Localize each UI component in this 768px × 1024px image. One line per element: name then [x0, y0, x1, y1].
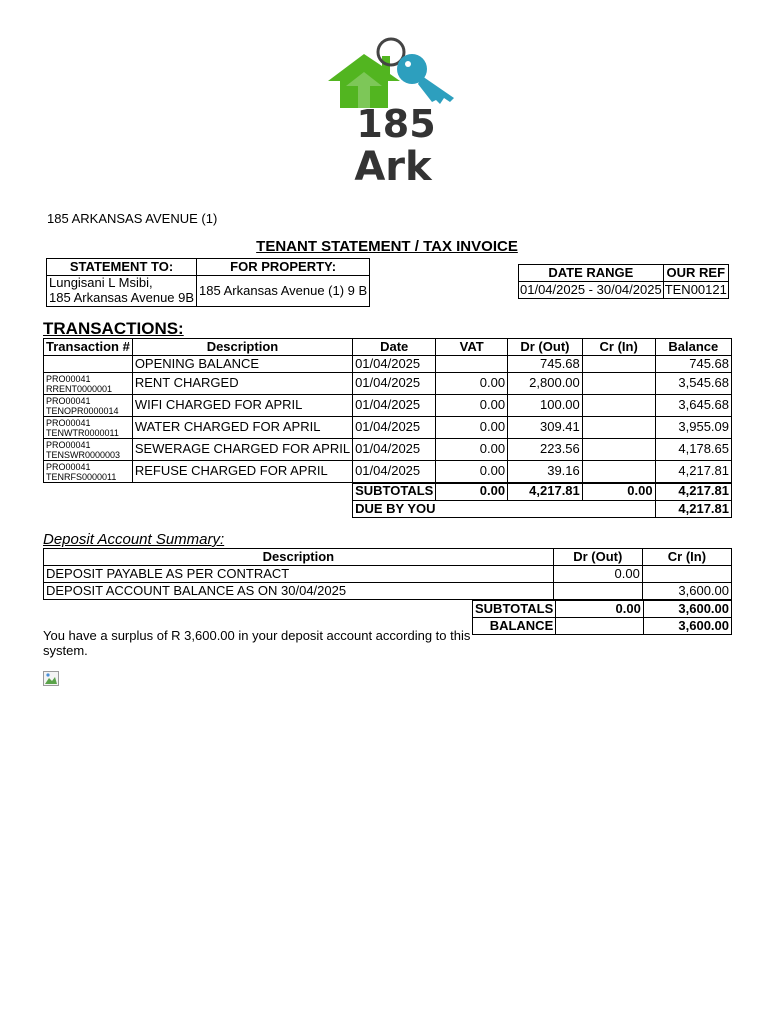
deposit-row: [44, 566, 732, 583]
transaction-date: 01/04/2025: [353, 395, 436, 417]
col-header-balance: Balance: [655, 339, 731, 356]
statement-to-table: [46, 258, 370, 307]
transaction-cr: [582, 439, 655, 461]
transaction-ref-code: PRO00041: [46, 395, 91, 406]
transaction-description: WATER CHARGED FOR APRIL: [132, 417, 352, 439]
table-row: [44, 439, 732, 461]
transaction-dr: 309.41: [508, 417, 583, 439]
transaction-dr: 2,800.00: [508, 373, 583, 395]
transaction-cr: [582, 395, 655, 417]
deposit-col-description: Description: [44, 549, 554, 566]
transaction-vat: 0.00: [436, 417, 508, 439]
transaction-balance: 3,955.09: [655, 417, 731, 439]
transaction-cr: [582, 461, 655, 483]
col-header-dr: Dr (Out): [508, 339, 583, 356]
deposit-balance-label: BALANCE: [473, 618, 556, 635]
due-by-you-label: DUE BY YOU: [353, 501, 656, 518]
deposit-row-description: DEPOSIT ACCOUNT BALANCE AS ON 30/04/2025: [44, 583, 554, 600]
col-header-date: Date: [353, 339, 436, 356]
tenant-name: Lungisani L Msibi,: [49, 275, 153, 291]
transaction-balance: 3,645.68: [655, 395, 731, 417]
subtotals-label: SUBTOTALS: [353, 483, 436, 501]
transaction-ref: [44, 461, 133, 483]
deposit-row-dr: [553, 583, 642, 600]
deposit-summary-title: Deposit Account Summary:: [43, 531, 225, 548]
subtotals-balance: 4,217.81: [655, 483, 731, 501]
transaction-description: OPENING BALANCE: [132, 356, 352, 373]
logo-text-number: 185: [356, 102, 436, 146]
deposit-balance-cr: 3,600.00: [643, 618, 731, 635]
subtotals-cr: 0.00: [582, 483, 655, 501]
deposit-row-cr: 3,600.00: [642, 583, 731, 600]
transaction-dr: 745.68: [508, 356, 583, 373]
transaction-ref-code: PRO00041: [46, 373, 91, 384]
tenant-address: 185 Arkansas Avenue 9B: [49, 290, 195, 305]
transaction-balance: 745.68: [655, 356, 731, 373]
for-property-value: 185 Arkansas Avenue (1) 9 B: [197, 276, 370, 307]
transaction-ref-number: TENSWR0000003: [46, 449, 121, 460]
transaction-ref: [44, 395, 133, 417]
deposit-totals-table: [472, 600, 732, 635]
document-title: TENANT STATEMENT / TAX INVOICE: [256, 238, 518, 255]
transaction-dr: 100.00: [508, 395, 583, 417]
transaction-vat: 0.00: [436, 395, 508, 417]
logo-text-name: Ark: [354, 144, 432, 190]
deposit-row-dr: 0.00: [553, 566, 642, 583]
transaction-balance: 3,545.68: [655, 373, 731, 395]
deposit-col-dr: Dr (Out): [553, 549, 642, 566]
transaction-ref-number: TENOPR0000014: [46, 405, 119, 416]
subtotals-vat: 0.00: [436, 483, 508, 501]
transaction-balance: 4,217.81: [655, 461, 731, 483]
deposit-subtotals-label: SUBTOTALS: [473, 601, 556, 618]
transaction-ref: [44, 373, 133, 395]
our-ref-header: OUR REF: [663, 265, 728, 282]
transaction-ref-code: PRO00041: [46, 439, 91, 450]
deposit-row-description: DEPOSIT PAYABLE AS PER CONTRACT: [44, 566, 554, 583]
date-range-value: 01/04/2025 - 30/04/2025: [520, 281, 662, 297]
deposit-col-cr: Cr (In): [642, 549, 731, 566]
transactions-title: TRANSACTIONS:: [43, 319, 184, 338]
subtotals-dr: 4,217.81: [508, 483, 583, 501]
col-header-cr: Cr (In): [582, 339, 655, 356]
transaction-ref: [44, 439, 133, 461]
deposit-subtotals-cr: 3,600.00: [643, 601, 731, 618]
table-row: [44, 417, 732, 439]
deposit-table: [43, 548, 732, 600]
transaction-dr: 39.16: [508, 461, 583, 483]
deposit-balance-dr: [556, 618, 644, 635]
transactions-table: [43, 338, 732, 518]
col-header-vat: VAT: [436, 339, 508, 356]
table-row: [44, 461, 732, 483]
transaction-vat: 0.00: [436, 373, 508, 395]
transaction-description: WIFI CHARGED FOR APRIL: [132, 395, 352, 417]
table-row: [44, 395, 732, 417]
deposit-surplus-note: You have a surplus of R 3,600.00 in your deposit account according to this system.: [43, 628, 471, 658]
transaction-ref-code: PRO00041: [46, 461, 91, 472]
deposit-subtotals-dr: 0.00: [556, 601, 644, 618]
property-address-line: 185 ARKANSAS AVENUE (1): [47, 211, 218, 226]
transaction-cr: [582, 356, 655, 373]
transaction-cr: [582, 373, 655, 395]
deposit-row-cr: [642, 566, 731, 583]
col-header-transaction: Transaction #: [44, 339, 133, 356]
transaction-ref-number: TENRFS0000011: [46, 471, 117, 482]
transaction-date: 01/04/2025: [353, 417, 436, 439]
transaction-balance: 4,178.65: [655, 439, 731, 461]
transaction-description: SEWERAGE CHARGED FOR APRIL: [132, 439, 352, 461]
broken-image-icon: [43, 671, 59, 687]
date-range-table: [518, 264, 729, 299]
transaction-ref-number: TENWTR0000011: [46, 427, 119, 438]
transaction-description: REFUSE CHARGED FOR APRIL: [132, 461, 352, 483]
transaction-vat: [436, 356, 508, 373]
transaction-vat: 0.00: [436, 439, 508, 461]
transaction-date: 01/04/2025: [353, 439, 436, 461]
transaction-vat: 0.00: [436, 461, 508, 483]
transaction-date: 01/04/2025: [353, 373, 436, 395]
company-logo: [326, 36, 458, 188]
transaction-date: 01/04/2025: [353, 461, 436, 483]
transaction-date: 01/04/2025: [353, 356, 436, 373]
transaction-cr: [582, 417, 655, 439]
transaction-ref-number: RRENT0000001: [46, 383, 113, 394]
transaction-dr: 223.56: [508, 439, 583, 461]
statement-to-cell: [47, 276, 197, 307]
statement-to-header: STATEMENT TO:: [47, 259, 197, 276]
transaction-ref-code: PRO00041: [46, 417, 91, 428]
transaction-description: RENT CHARGED: [132, 373, 352, 395]
transaction-ref: [44, 417, 133, 439]
table-row: [44, 356, 732, 373]
due-by-you-value: 4,217.81: [655, 501, 731, 518]
date-range-header: DATE RANGE: [519, 265, 664, 282]
transaction-ref: [44, 356, 133, 373]
col-header-description: Description: [132, 339, 352, 356]
deposit-row: [44, 583, 732, 600]
for-property-header: FOR PROPERTY:: [197, 259, 370, 276]
table-row: [44, 373, 732, 395]
our-ref-value: TEN00121: [664, 281, 727, 297]
